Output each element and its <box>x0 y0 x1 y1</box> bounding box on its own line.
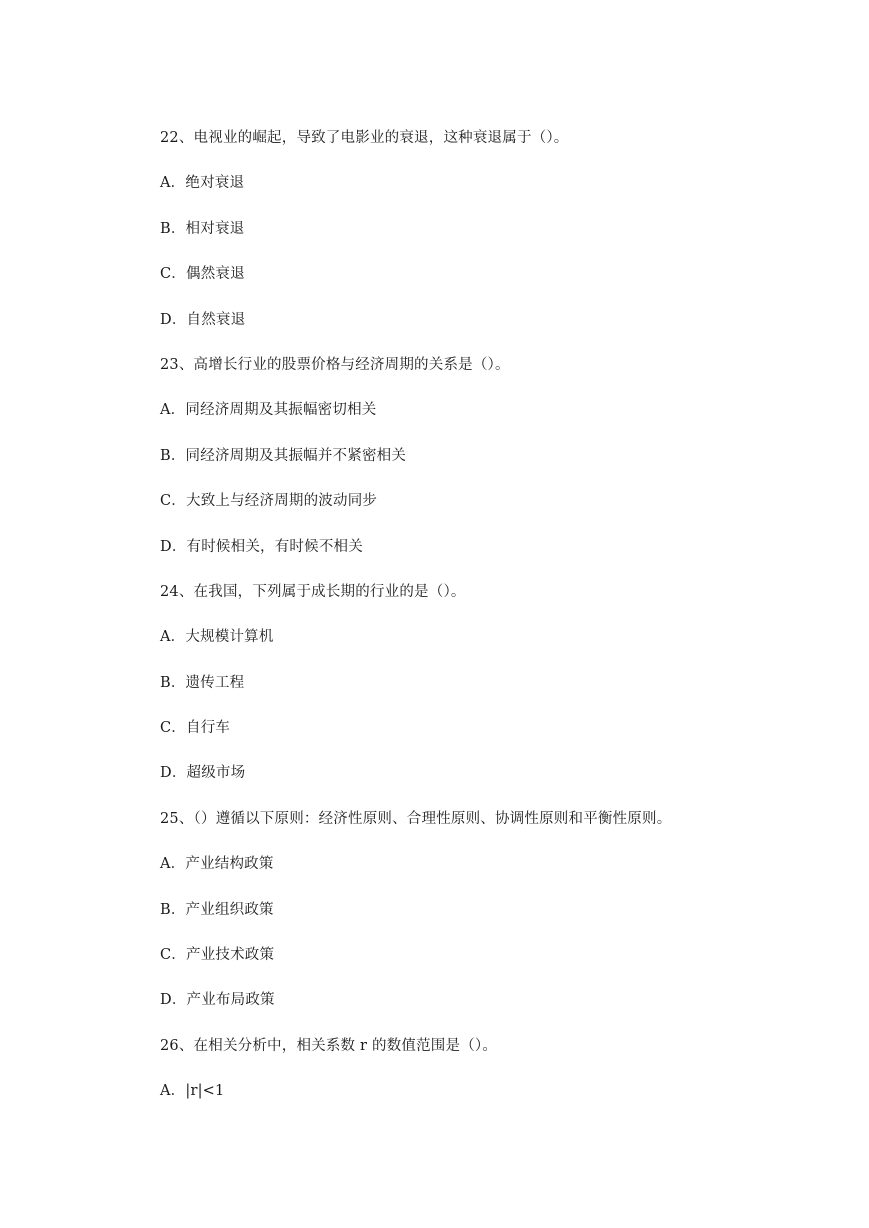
answer-option: A．绝对衰退 <box>160 175 245 192</box>
question-stem: 24、在我国，下列属于成长期的行业的是（）。 <box>160 583 466 600</box>
answer-option: C．产业技术政策 <box>160 947 275 964</box>
answer-option: D．产业布局政策 <box>160 992 275 1009</box>
question-list <box>160 126 820 1125</box>
answer-option: C．偶然衰退 <box>160 266 245 283</box>
answer-option: B．产业组织政策 <box>160 901 274 918</box>
answer-option: D．有时候相关，有时候不相关 <box>160 538 363 555</box>
answer-option: C．大致上与经济周期的波动同步 <box>160 493 378 510</box>
answer-option: B．相对衰退 <box>160 220 245 237</box>
question-stem: 23、高增长行业的股票价格与经济周期的关系是（）。 <box>160 356 510 373</box>
answer-option: D．自然衰退 <box>160 311 246 328</box>
question-stem: 22、电视业的崛起，导致了电影业的衰退，这种衰退属于（）。 <box>160 130 569 146</box>
answer-option: B．同经济周期及其振幅并不紧密相关 <box>160 447 407 464</box>
answer-option: C．自行车 <box>160 720 231 737</box>
answer-option: A．大规模计算机 <box>160 629 274 646</box>
answer-option: A．|r|<1 <box>160 1083 225 1100</box>
answer-option: B．遗传工程 <box>160 674 245 691</box>
question-stem: 26、在相关分析中，相关系数 r 的数值范围是（）。 <box>160 1037 498 1054</box>
answer-option: D．超级市场 <box>160 765 246 782</box>
answer-option: A．同经济周期及其振幅密切相关 <box>160 402 377 419</box>
answer-option: A．产业结构政策 <box>160 856 274 873</box>
question-stem: 25、（）遵循以下原则：经济性原则、合理性原则、协调性原则和平衡性原则。 <box>160 810 672 827</box>
